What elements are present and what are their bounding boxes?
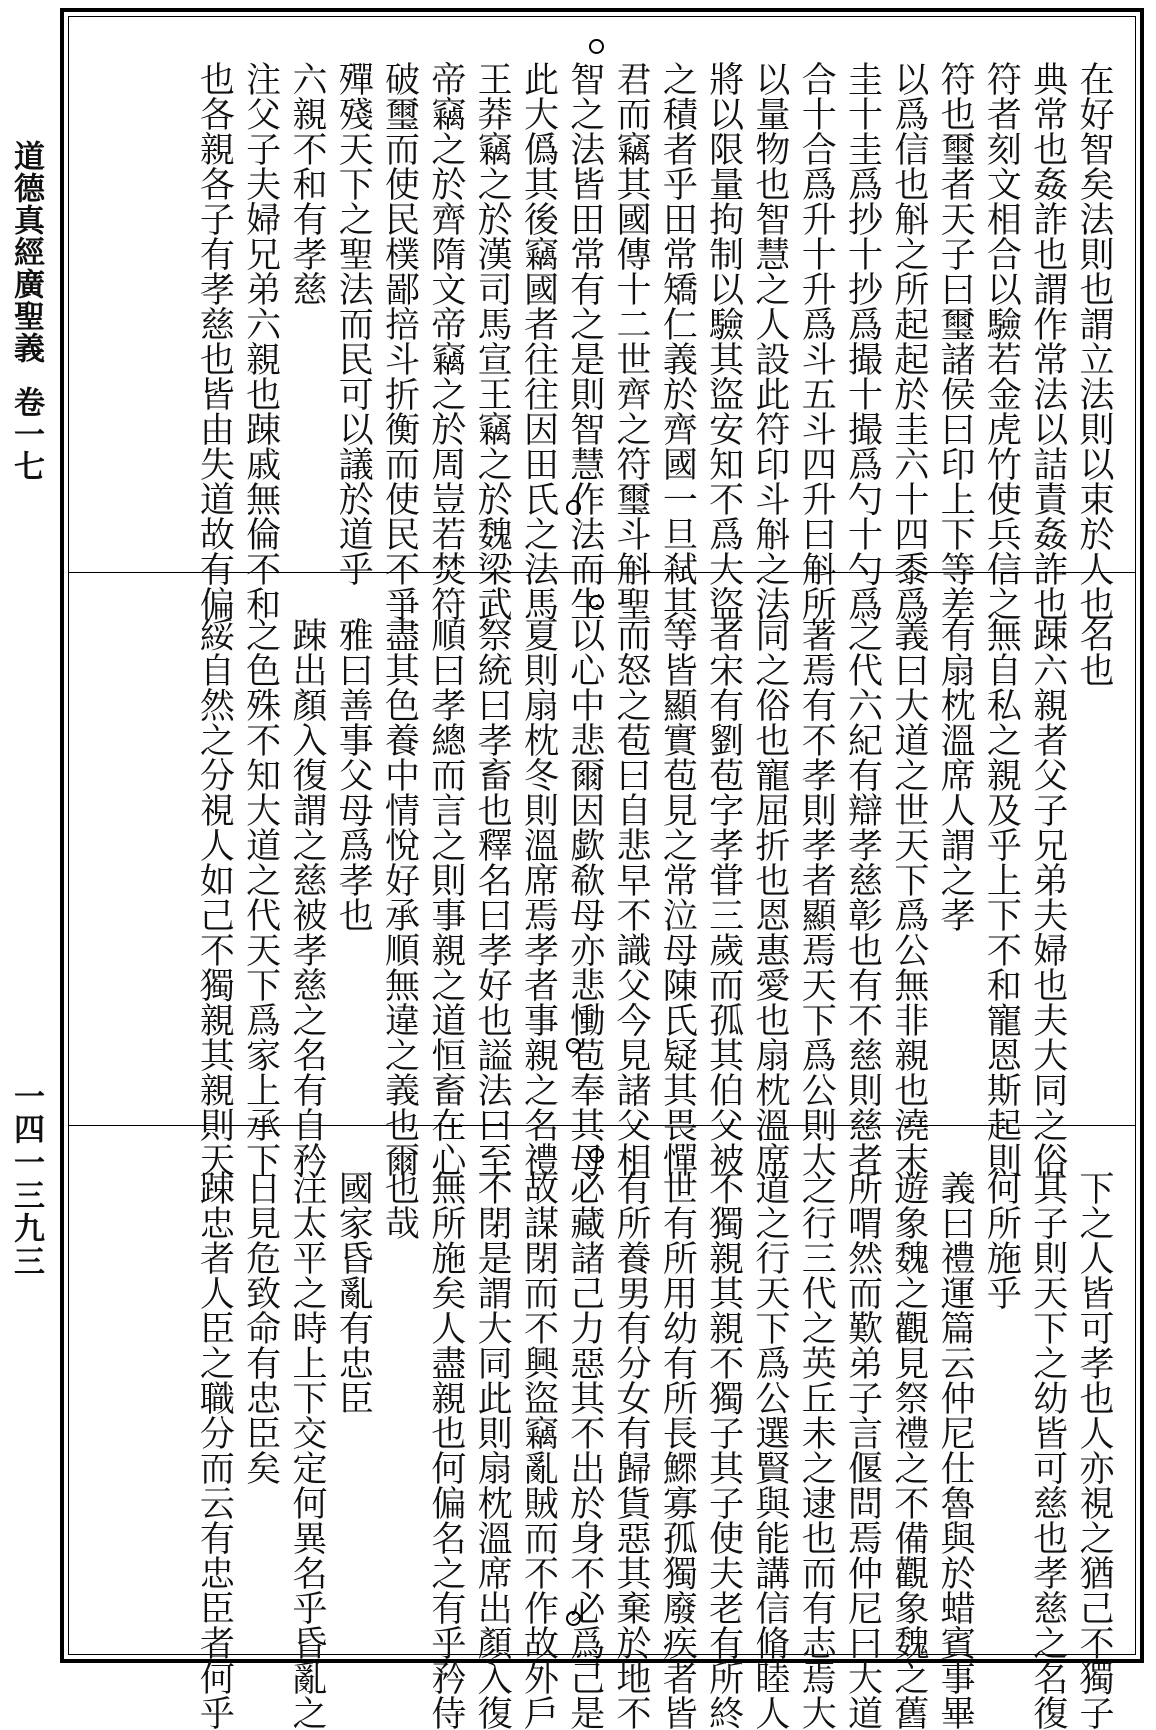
text-column: 無自私之親及乎上下不和寵恩斯起則 xyxy=(981,617,1022,1177)
text-column: 王莽竊之於漢司馬宣王竊之於魏梁武 xyxy=(472,61,513,621)
text-columns xyxy=(191,617,1117,1177)
text-column: 符也璽者天子曰璽諸侯曰印上下等差 xyxy=(935,61,976,621)
page-frame-inner xyxy=(68,16,1136,1730)
text-column: 道之行天下爲公選賢與能講信脩睦人 xyxy=(749,1170,790,1730)
book-title-text: 道德真經廣聖義 xyxy=(8,140,44,364)
text-column: 之色殊不知大道之代天下爲家上承下 xyxy=(240,617,281,1177)
text-column: 也各親各子有孝慈也皆由失道故有偏 xyxy=(194,61,235,621)
text-column: 符者刻文相合以驗若金虎竹使兵信之 xyxy=(981,61,1022,621)
text-column: 注父子夫婦兄弟六親也踈戚無倫不和 xyxy=(240,61,281,621)
paragraph-circle xyxy=(566,1611,581,1626)
panel-start-circle xyxy=(589,39,604,54)
text-column: 在好智矣法則也謂立法則以束於人也 xyxy=(1074,61,1114,621)
margin-page-number: 一四一三九三 xyxy=(8,1080,44,1278)
paragraph-circle xyxy=(566,500,581,515)
text-column: 將以限量拘制以驗其盜安知不爲大盜 xyxy=(703,61,744,621)
text-column: 有扇枕溫席人謂之孝 xyxy=(935,617,976,932)
text-column: 名也 xyxy=(1074,617,1114,687)
text-column: 等皆顯實苞見之常泣母陳氏疑其畏憚 xyxy=(657,617,698,1177)
text-panel-1 xyxy=(69,17,1135,621)
text-column: 合十合爲升十升爲斗五斗四升曰斛所 xyxy=(796,61,837,621)
text-column: 破璽而使民樸鄙掊斗折衡而使民不爭 xyxy=(379,61,420,621)
text-column: 之行三代之英丘未之逮也而有志焉大 xyxy=(796,1170,837,1730)
text-column: 也哉 xyxy=(379,1170,420,1240)
text-column: 智之法皆田常有之是則智慧作法而生 xyxy=(564,61,605,621)
text-column: 有所養男有分女有歸貨惡其棄於地不 xyxy=(611,1170,652,1730)
text-column: 遊象魏之觀見祭禮之不備觀象魏之舊 xyxy=(888,1170,929,1730)
text-column: 所喟然而歎弟子言偃問焉仲尼曰大道 xyxy=(842,1170,883,1730)
text-column: 無所施矣人盡親也何偏名之有乎矜侍 xyxy=(425,1170,466,1730)
text-columns xyxy=(191,1170,1117,1730)
text-column: 以心中悲爾因歔欷母亦悲慟苞奉其母 xyxy=(564,617,605,1177)
text-column: 國家昏亂有忠臣 xyxy=(333,1170,374,1415)
text-column: 踈六親者父子兄弟夫婦也夫大同之俗 xyxy=(1027,617,1068,1177)
text-column: 世有所用幼有所長鰥寡孤獨廢疾者皆 xyxy=(657,1170,698,1730)
text-column: 踈忠者人臣之職分而云有忠臣者何乎 xyxy=(194,1170,235,1730)
text-column: 注太平之時上下交定何異名乎昏亂之 xyxy=(286,1170,327,1730)
paragraph-circle xyxy=(566,1038,581,1053)
panel-start-circle xyxy=(589,1148,604,1163)
panel-start-circle xyxy=(589,595,604,610)
text-column: 六親不和有孝慈 xyxy=(286,61,327,306)
text-column: 其子則天下之幼皆可慈也孝慈之名復 xyxy=(1027,1170,1068,1730)
text-column: 以量物也智慧之人設此符印斗斛之法 xyxy=(749,61,790,621)
text-column: 著焉有不孝則孝者顯焉天下爲公則大 xyxy=(796,617,837,1177)
text-column: 不閉是謂大同此則扇枕溫席出顏入復 xyxy=(472,1170,513,1730)
text-column: 踈出顏入復謂之慈被孝慈之名有自矜 xyxy=(286,617,327,1177)
text-column: 義曰大道之世天下爲公無非親也澆末 xyxy=(888,617,929,1177)
text-column: 祭統曰孝畜也釋名曰孝好也謚法曰至 xyxy=(472,617,513,1177)
text-column: 之代六紀有辯孝慈彰也有不慈則慈者 xyxy=(842,617,883,1177)
text-panel-3 xyxy=(69,1125,1135,1730)
page-frame xyxy=(60,8,1144,1730)
text-column: 盡其色養中情悅好承順無違之義也爾 xyxy=(379,617,420,1177)
text-column: 順曰孝總而言之則事親之道恒畜在心 xyxy=(425,617,466,1177)
text-column: 典常也姦詐也謂作常法以詰責姦詐也 xyxy=(1027,61,1068,621)
text-column: 綏自然之分視人如己不獨親其親則天 xyxy=(194,617,235,1177)
text-column: 圭十圭爲抄十抄爲撮十撮爲勺十勺爲 xyxy=(842,61,883,621)
text-column: 君而竊其國傳十二世齊之符璽斗斛聖 xyxy=(611,61,652,621)
volume-text: 卷一七 xyxy=(8,386,44,482)
text-column: 何所施乎 xyxy=(981,1170,1022,1310)
text-column: 殫殘天下之聖法而民可以議於道乎 xyxy=(333,61,374,586)
text-column: 帝竊之於齊隋文帝竊之於周豈若焚符 xyxy=(425,61,466,621)
text-column: 者宋有劉苞字孝甞三歲而孤其伯父被 xyxy=(703,617,744,1177)
margin-book-title xyxy=(4,140,48,482)
text-column: 故謀閉而不興盜竊亂賊而不作故外戶 xyxy=(518,1170,559,1730)
text-column: 雅曰善事父母爲孝也 xyxy=(333,617,374,932)
text-column: 夏則扇枕冬則溫席焉孝者事親之名禮 xyxy=(518,617,559,1177)
text-column: 而怒之苞曰自悲早不識父今見諸父相 xyxy=(611,617,652,1177)
text-column: 日見危致命有忠臣矣 xyxy=(240,1170,281,1485)
text-column: 之積者乎田常矯仁義於齊國一旦弒其 xyxy=(657,61,698,621)
text-column: 以爲信也斛之所起起於圭六十四黍爲 xyxy=(888,61,929,621)
text-column: 下之人皆可孝也人亦視之猶己不獨子 xyxy=(1074,1170,1114,1730)
text-column: 此大僞其後竊國者往往因田氏之法馬 xyxy=(518,61,559,621)
text-panel-2 xyxy=(69,572,1135,1177)
text-column: 義曰禮運篇云仲尼仕魯與於蜡賓事畢 xyxy=(935,1170,976,1730)
text-column: 同之俗也寵屈折也恩惠愛也扇枕溫席 xyxy=(749,617,790,1177)
text-column: 不獨親其親不獨子其子使夫老有所終 xyxy=(703,1170,744,1730)
text-column: 必藏諸己力惡其不出於身不必爲己是 xyxy=(564,1170,605,1730)
text-columns xyxy=(191,61,1117,621)
